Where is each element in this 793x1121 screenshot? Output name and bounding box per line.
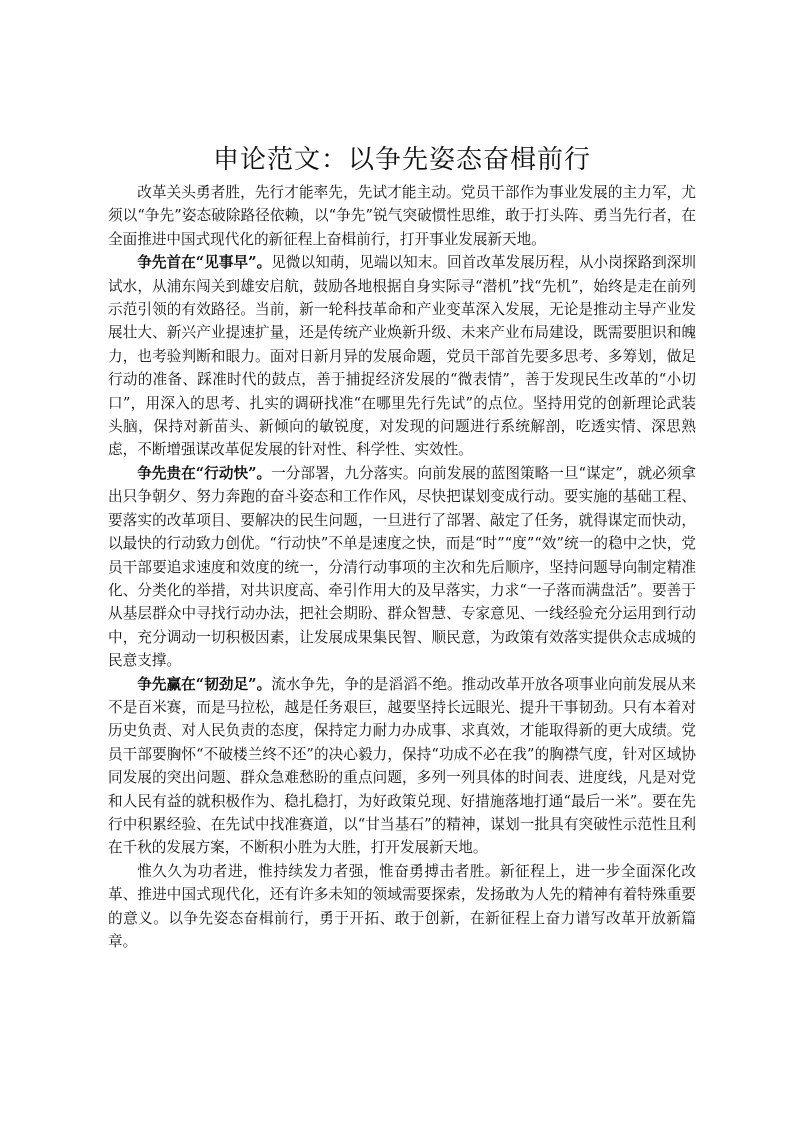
document-page	[108, 143, 696, 953]
paragraph-tenacity	[108, 673, 696, 860]
paragraph-text: 一分部署，九分落实。向前发展的蓝图策略一旦“谋定”，就必须拿出只争朝夕、努力奔跑的奋斗姿态和工作作风，尽快把谋划变成行动。要实施的基础工程、要落实的改革项目、要解决的民生问题，一旦进行了部署、敲定了任务，就得谋定而快动，以最快的行动致力创优。“行动快”不单是速度之快，而是“时”“度”“效”统一的稳中之快，党员干部要追求速度和效度的统一，分清行动事项的主次和先后顺序，坚持问题导向制定精准化、分类化的举措，对共识度高、牵引作用大的及早落实，力求“一子落而满盘活”。要善于从基层群众中寻找行动办法，把社会期盼、群众智慧、专家意见、一线经验充分运用到行动中，充分调动一切积极因素，让发展成果集民智、顺民意，为政策有效落实提供众志成城的民意支撑。	[108, 464, 696, 670]
paragraph-lead: 争先首在“见事早”。	[137, 254, 272, 272]
paragraph-lead: 争先赢在“韧劲足”。	[137, 675, 272, 693]
paragraph-text: 惟久久为功者进，惟持续发力者强，惟奋勇搏击者胜。新征程上，进一步全面深化改革、推进中国式现代化，还有许多未知的领域需要探索，发扬敢为人先的精神有着特殊重要的意义。以争先姿态奋楫前行，勇于开拓、敢于创新，在新征程上奋力谱写改革开放新篇章。	[108, 862, 696, 950]
paragraph-intro	[108, 181, 696, 251]
paragraph-act-fast	[108, 462, 696, 673]
paragraph-conclusion	[108, 860, 696, 954]
document-title: 申论范文：以争先姿态奋楫前行	[212, 145, 591, 175]
paragraph-text: 见微以知萌，见端以知末。回首改革发展历程，从小岗探路到深圳试水，从浦东闯关到雄安启航，鼓励各地根据自身实际寻“潜机”找“先机”，始终是走在前列示范引领的有效路径。当前，新一轮科技革命和产业变革深入发展，无论是推动主导产业发展壮大、新兴产业提速扩量，还是传统产业焕新升级、未来产业布局建设，既需要胆识和魄力，也考验判断和眼力。面对日新月异的发展命题，党员干部首先要多思考、多筹划，做足行动的准备、踩准时代的鼓点，善于捕捉经济发展的“微表情”，善于发现民生改革的“小切口”，用深入的思考、扎实的调研找准“在哪里先行先试”的点位。坚持用党的创新理论武装头脑，保持对新苗头、新倾向的敏锐度，对发现的问题进行系统解剖，吃透实情、深思熟虑，不断增强谋改革促发展的针对性、科学性、实效性。	[108, 254, 696, 459]
paragraph-text: 流水争先，争的是滔滔不绝。推动改革开放各项事业向前发展从来不是百米赛，而是马拉松，越是任务艰巨，越要坚持长远眼光、提升干事韧劲。只有本着对历史负责、对人民负责的态度，保持定力耐力办成事、求真效，才能取得新的更大成绩。党员干部要胸怀“不破楼兰终不还”的决心毅力，保持“功成不必在我”的胸襟气度，针对区域协同发展的突出问题、群众急难愁盼的重点问题，多列一列具体的时间表、进度线，凡是对党和人民有益的就积极作为、稳扎稳打，为好政策兑现、好措施落地打通“最后一米”。要在先行中积累经验、在先试中找准赛道，以“甘当基石”的精神，谋划一批具有突破性示范性且利在千秋的发展方案，不断积小胜为大胜，打开发展新天地。	[108, 675, 696, 857]
paragraph-lead: 争先贵在“行动快”。	[137, 464, 272, 482]
paragraph-text: 改革关头勇者胜，先行才能率先，先试才能主动。党员干部作为事业发展的主力军，尤须以“争先”姿态破除路径依赖，以“争先”锐气突破惯性思维，敢于打头阵、勇当先行者，在全面推进中国式现代化的新征程上奋楫前行，打开事业发展新天地。	[108, 184, 696, 248]
paragraph-see-early	[108, 251, 696, 462]
